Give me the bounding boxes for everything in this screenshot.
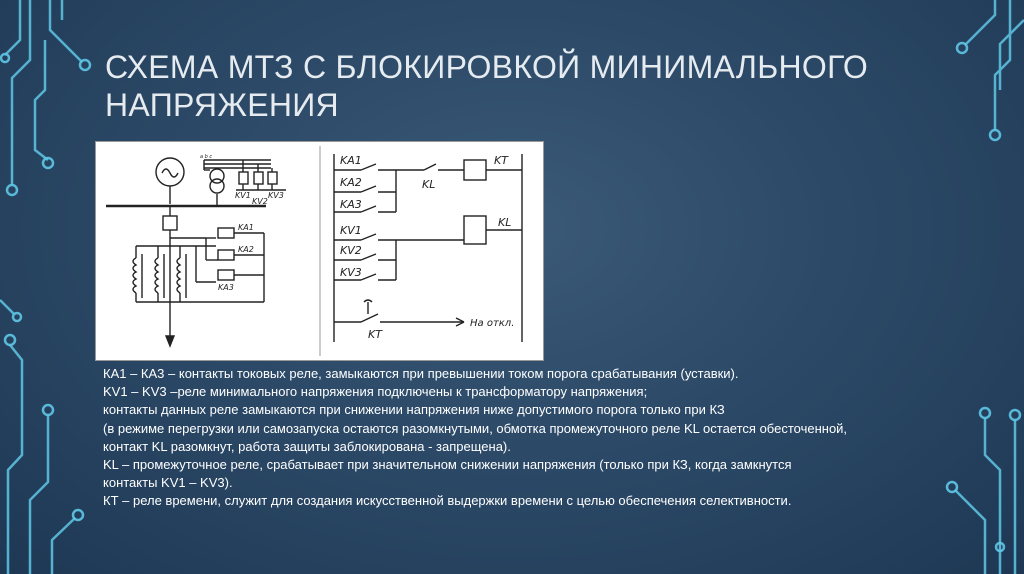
label-right-kv2: KV2: [340, 244, 362, 257]
label-right-ka1: KA1: [340, 154, 362, 167]
label-left-ka2: KA2: [238, 245, 254, 254]
description-line-1: КА1 – КА3 – контакты токовых реле, замыкаются при превышении током порога срабатывания (уставки).: [103, 366, 739, 381]
description-line-3: контакты данных реле замыкаются при снижении напряжения ниже допустимого порога только при КЗ: [103, 402, 725, 418]
description-line-4: (в режиме перегрузки или самозапуска остаются разомкнутыми, обмотка промежуточного реле KL остается обесточенной,: [103, 420, 848, 436]
slide-title-line-1: СХЕМА МТЗ С БЛОКИРОВКОЙ МИНИМАЛЬНОГО: [105, 49, 869, 85]
label-right-ka3: KA3: [340, 198, 362, 211]
label-right-kl-coil: KL: [498, 216, 512, 229]
description-line-5: контакт KL разомкнут, работа защиты заблокирована - запрещена).: [103, 438, 511, 454]
description-text: [103, 365, 923, 511]
description-line-7: контакты KV1 – KV3).: [103, 475, 233, 491]
slide-title: [105, 48, 905, 124]
label-left-ka3: KA3: [218, 283, 234, 292]
label-trip: На откл.: [470, 318, 515, 329]
description-line-6: KL – промежуточное реле, срабатывает при значительном снижении напряжения (только при КЗ, когда замкнутся: [103, 457, 792, 473]
label-right-kt-coil: KT: [494, 154, 508, 167]
circuit-diagram: [95, 141, 544, 361]
description-line-8: КТ – реле времени, служит для создания искусственной выдержки времени с целью обеспечения селективности.: [103, 493, 792, 509]
circuit-diagram-svg: [96, 142, 543, 360]
label-left-kv2: KV2: [252, 197, 268, 206]
label-left-kv3: KV3: [268, 191, 284, 200]
label-right-kl-contact: KL: [422, 178, 436, 191]
label-right-ka2: KA2: [340, 176, 362, 189]
phase-labels: a b c: [200, 154, 213, 160]
label-right-kv3: KV3: [340, 266, 362, 279]
label-right-kt-contact: KT: [368, 328, 382, 341]
label-right-kv1: KV1: [340, 224, 362, 237]
label-left-ka1: KA1: [238, 223, 254, 232]
slide-title-line-2: НАПРЯЖЕНИЯ: [105, 87, 339, 123]
label-left-kv1: KV1: [235, 191, 251, 200]
description-line-2: KV1 – KV3 –реле минимального напряжения подключены к трансформатору напряжения;: [103, 384, 648, 400]
